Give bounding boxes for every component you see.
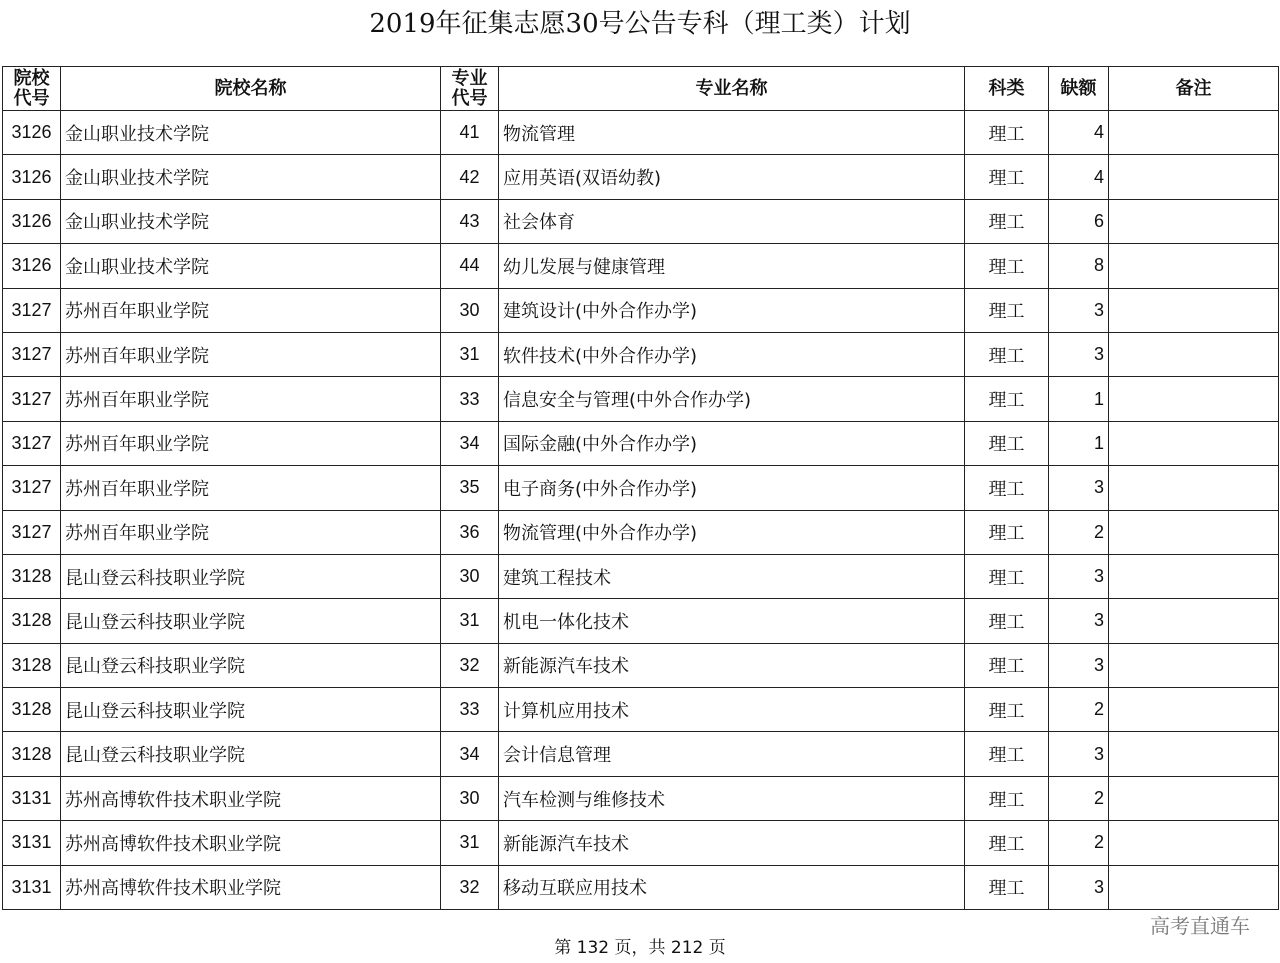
cell-category: 理工	[965, 776, 1049, 820]
cell-school-name: 昆山登云科技职业学院	[61, 554, 441, 598]
cell-major-code: 41	[441, 111, 499, 155]
header-major-code: 专业 代号	[441, 67, 499, 111]
table-row	[3, 688, 1279, 732]
cell-remark	[1109, 865, 1279, 909]
cell-school-code: 3128	[3, 688, 61, 732]
cell-school-code: 3126	[3, 199, 61, 243]
page-title: 2019年征集志愿30号公告专科（理工类）计划	[369, 9, 911, 39]
cell-school-code: 3127	[3, 332, 61, 376]
cell-school-name: 苏州百年职业学院	[61, 288, 441, 332]
cell-quota: 3	[1049, 332, 1109, 376]
cell-category: 理工	[965, 332, 1049, 376]
cell-category: 理工	[965, 199, 1049, 243]
cell-school-name: 苏州百年职业学院	[61, 377, 441, 421]
cell-quota: 3	[1049, 732, 1109, 776]
cell-school-code: 3126	[3, 244, 61, 288]
cell-school-code: 3128	[3, 554, 61, 598]
cell-category: 理工	[965, 821, 1049, 865]
cell-school-code: 3131	[3, 776, 61, 820]
cell-category: 理工	[965, 155, 1049, 199]
cell-remark	[1109, 510, 1279, 554]
cell-quota: 4	[1049, 155, 1109, 199]
cell-quota: 1	[1049, 421, 1109, 465]
cell-school-code: 3127	[3, 377, 61, 421]
header-remark: 备注	[1109, 67, 1279, 111]
cell-category: 理工	[965, 288, 1049, 332]
cell-major-name: 物流管理	[499, 111, 965, 155]
cell-major-code: 42	[441, 155, 499, 199]
cell-major-name: 新能源汽车技术	[499, 821, 965, 865]
cell-major-code: 32	[441, 643, 499, 687]
cell-school-name: 苏州高博软件技术职业学院	[61, 776, 441, 820]
cell-school-code: 3128	[3, 599, 61, 643]
cell-major-name: 移动互联应用技术	[499, 865, 965, 909]
cell-major-name: 建筑设计(中外合作办学)	[499, 288, 965, 332]
cell-major-name: 会计信息管理	[499, 732, 965, 776]
cell-quota: 6	[1049, 199, 1109, 243]
cell-major-name: 软件技术(中外合作办学)	[499, 332, 965, 376]
cell-school-name: 昆山登云科技职业学院	[61, 643, 441, 687]
table-row	[3, 377, 1279, 421]
cell-remark	[1109, 821, 1279, 865]
cell-school-name: 苏州百年职业学院	[61, 421, 441, 465]
cell-remark	[1109, 554, 1279, 598]
cell-major-code: 32	[441, 865, 499, 909]
table-row	[3, 510, 1279, 554]
cell-school-code: 3127	[3, 510, 61, 554]
cell-school-name: 金山职业技术学院	[61, 155, 441, 199]
header-quota: 缺额	[1049, 67, 1109, 111]
cell-major-code: 33	[441, 377, 499, 421]
cell-school-name: 苏州百年职业学院	[61, 510, 441, 554]
cell-quota: 3	[1049, 554, 1109, 598]
cell-category: 理工	[965, 554, 1049, 598]
table-row	[3, 288, 1279, 332]
cell-major-code: 43	[441, 199, 499, 243]
cell-major-name: 新能源汽车技术	[499, 643, 965, 687]
header-school-name: 院校名称	[61, 67, 441, 111]
cell-remark	[1109, 776, 1279, 820]
table-row	[3, 111, 1279, 155]
cell-school-code: 3127	[3, 288, 61, 332]
cell-remark	[1109, 155, 1279, 199]
cell-category: 理工	[965, 732, 1049, 776]
cell-school-code: 3126	[3, 111, 61, 155]
cell-category: 理工	[965, 643, 1049, 687]
cell-quota: 2	[1049, 821, 1109, 865]
watermark: 高考直通车	[1150, 914, 1250, 938]
cell-major-name: 电子商务(中外合作办学)	[499, 466, 965, 510]
cell-school-code: 3127	[3, 421, 61, 465]
cell-school-code: 3127	[3, 466, 61, 510]
table-row	[3, 199, 1279, 243]
cell-school-name: 苏州百年职业学院	[61, 332, 441, 376]
table-row	[3, 599, 1279, 643]
cell-category: 理工	[965, 865, 1049, 909]
cell-remark	[1109, 244, 1279, 288]
cell-major-name: 汽车检测与维修技术	[499, 776, 965, 820]
table-row	[3, 776, 1279, 820]
cell-school-name: 苏州百年职业学院	[61, 466, 441, 510]
cell-major-code: 31	[441, 332, 499, 376]
table-row	[3, 732, 1279, 776]
table-row	[3, 332, 1279, 376]
cell-school-name: 昆山登云科技职业学院	[61, 688, 441, 732]
table-row	[3, 244, 1279, 288]
cell-quota: 3	[1049, 643, 1109, 687]
cell-remark	[1109, 377, 1279, 421]
cell-remark	[1109, 111, 1279, 155]
table-header	[3, 67, 1279, 111]
cell-quota: 3	[1049, 599, 1109, 643]
cell-category: 理工	[965, 510, 1049, 554]
cell-remark	[1109, 466, 1279, 510]
cell-major-name: 应用英语(双语幼教)	[499, 155, 965, 199]
cell-category: 理工	[965, 421, 1049, 465]
cell-school-name: 苏州高博软件技术职业学院	[61, 821, 441, 865]
cell-category: 理工	[965, 377, 1049, 421]
cell-category: 理工	[965, 599, 1049, 643]
cell-category: 理工	[965, 244, 1049, 288]
cell-quota: 2	[1049, 776, 1109, 820]
cell-major-name: 机电一体化技术	[499, 599, 965, 643]
cell-major-code: 31	[441, 599, 499, 643]
cell-quota: 3	[1049, 865, 1109, 909]
cell-major-code: 44	[441, 244, 499, 288]
cell-school-name: 昆山登云科技职业学院	[61, 599, 441, 643]
cell-remark	[1109, 688, 1279, 732]
header-major-name: 专业名称	[499, 67, 965, 111]
cell-quota: 3	[1049, 466, 1109, 510]
cell-major-name: 建筑工程技术	[499, 554, 965, 598]
cell-quota: 4	[1049, 111, 1109, 155]
cell-quota: 8	[1049, 244, 1109, 288]
cell-major-code: 30	[441, 776, 499, 820]
cell-major-code: 30	[441, 554, 499, 598]
cell-school-name: 金山职业技术学院	[61, 244, 441, 288]
cell-major-name: 计算机应用技术	[499, 688, 965, 732]
cell-major-name: 幼儿发展与健康管理	[499, 244, 965, 288]
cell-school-name: 苏州高博软件技术职业学院	[61, 865, 441, 909]
cell-category: 理工	[965, 688, 1049, 732]
cell-school-name: 昆山登云科技职业学院	[61, 732, 441, 776]
cell-major-name: 国际金融(中外合作办学)	[499, 421, 965, 465]
cell-major-code: 33	[441, 688, 499, 732]
cell-quota: 2	[1049, 510, 1109, 554]
cell-remark	[1109, 288, 1279, 332]
cell-school-code: 3128	[3, 732, 61, 776]
cell-major-code: 36	[441, 510, 499, 554]
cell-major-name: 信息安全与管理(中外合作办学)	[499, 377, 965, 421]
cell-remark	[1109, 599, 1279, 643]
table-body	[3, 111, 1279, 910]
cell-remark	[1109, 421, 1279, 465]
cell-school-code: 3126	[3, 155, 61, 199]
cell-remark	[1109, 199, 1279, 243]
cell-remark	[1109, 332, 1279, 376]
header-category: 科类	[965, 67, 1049, 111]
cell-school-code: 3128	[3, 643, 61, 687]
cell-school-code: 3131	[3, 821, 61, 865]
cell-quota: 1	[1049, 377, 1109, 421]
cell-major-name: 社会体育	[499, 199, 965, 243]
cell-major-code: 31	[441, 821, 499, 865]
cell-quota: 2	[1049, 688, 1109, 732]
table-row	[3, 554, 1279, 598]
table-row	[3, 466, 1279, 510]
table-row	[3, 643, 1279, 687]
cell-category: 理工	[965, 466, 1049, 510]
cell-major-code: 35	[441, 466, 499, 510]
cell-quota: 3	[1049, 288, 1109, 332]
cell-major-code: 34	[441, 732, 499, 776]
cell-major-name: 物流管理(中外合作办学)	[499, 510, 965, 554]
cell-remark	[1109, 643, 1279, 687]
table-row	[3, 155, 1279, 199]
enrollment-plan-table	[2, 66, 1279, 910]
cell-remark	[1109, 732, 1279, 776]
table-row	[3, 421, 1279, 465]
cell-category: 理工	[965, 111, 1049, 155]
cell-major-code: 34	[441, 421, 499, 465]
table-row	[3, 821, 1279, 865]
cell-school-code: 3131	[3, 865, 61, 909]
cell-school-name: 金山职业技术学院	[61, 199, 441, 243]
header-school-code: 院校 代号	[3, 67, 61, 111]
page-footer: 第 132 页，共 212 页	[554, 938, 726, 958]
cell-major-code: 30	[441, 288, 499, 332]
table-row	[3, 865, 1279, 909]
cell-school-name: 金山职业技术学院	[61, 111, 441, 155]
